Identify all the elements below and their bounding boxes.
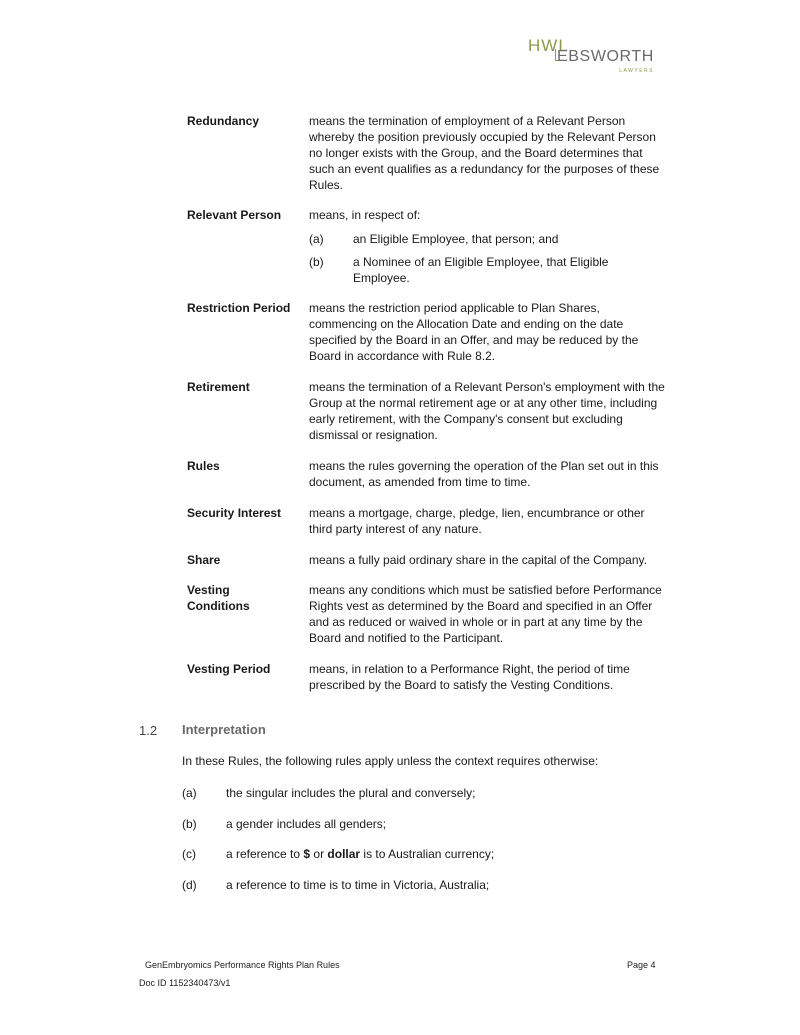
item-label: (b) (182, 817, 197, 831)
item-label: (d) (182, 878, 197, 892)
definition-meaning (309, 207, 669, 285)
definition-meaning: means a fully paid ordinary share in the capital of the Company. (309, 553, 647, 567)
definition-meaning: means the termination of a Relevant Person's employment with the Group at the normal retirement age or at any other time, including early retirement, with the Company's consent but excluding dismissal or resignation. (309, 380, 665, 442)
logo-sub-text: LAWYERS (619, 68, 654, 74)
definition-meaning: means the restriction period applicable to Plan Shares, commencing on the Allocation Date and ending on the date specified by the Board in an Offer, and may be reduced by the Board in accordance with Rule 8.2. (309, 301, 639, 363)
footer-doc-id: Doc ID 1152340473/v1 (139, 978, 231, 988)
definition-meaning: means the termination of employment of a Relevant Person whereby the position previously occupied by the Relevant Person no longer exists with the Group, and the Board determines that such an event qualifies as a redundancy for the purposes of these Rules. (309, 114, 660, 192)
footer-document-title: GenEmbryomics Performance Rights Plan Rules (145, 960, 340, 970)
item-label: (a) (182, 786, 197, 800)
definition-meaning: means any conditions which must be satisfied before Performance Rights vest as determined by the Board and specified in an Offer and as reduced or waived in whole or in part at any time by the Board and notified to the Participant. (309, 583, 662, 645)
definition-meaning: means the rules governing the operation of the Plan set out in this document, as amended from time to time. (309, 459, 659, 489)
logo-main-text: EBSWORTH (557, 48, 654, 65)
definition-term: Redundancy (187, 114, 260, 128)
definition-term: Vesting Conditions (187, 583, 250, 613)
logo-top-text: HWL (528, 36, 569, 55)
item-text-mid: or (310, 847, 328, 861)
subitem-text: a Nominee of an Eligible Employee, that Eligible Employee. (353, 255, 609, 285)
item-text-bold-dollar: dollar (327, 847, 361, 861)
definition-meaning: means, in relation to a Performance Right, the period of time prescribed by the Board to satisfy the Vesting Conditions. (309, 662, 630, 692)
item-text: a reference to time is to time in Victoria, Australia; (226, 878, 490, 892)
item-label: (c) (182, 847, 196, 861)
definition-meaning: means a mortgage, charge, pledge, lien, encumbrance or other third party interest of any nature. (309, 506, 645, 536)
company-logo (528, 36, 658, 78)
definition-term: Relevant Person (187, 208, 282, 222)
section-intro: In these Rules, the following rules apply unless the context requires otherwise: (182, 754, 599, 768)
definition-term: Security Interest (187, 506, 282, 520)
item-text: the singular includes the plural and conversely; (226, 786, 476, 800)
definition-term: Restriction Period (187, 301, 291, 315)
item-text (226, 846, 656, 862)
footer-page-number: Page 4 (627, 960, 656, 970)
subitem-text: an Eligible Employee, that person; and (353, 232, 559, 246)
subitem-label: (a) (309, 232, 324, 246)
section-title: Interpretation (182, 722, 266, 737)
item-text-pre: a reference to (226, 847, 304, 861)
item-text-bold-dollar-sign: $ (303, 847, 311, 861)
item-text-post: is to Australian currency; (360, 847, 495, 861)
subitem-label: (b) (309, 255, 324, 269)
definition-term: Share (187, 553, 221, 567)
section-number: 1.2 (139, 723, 158, 738)
definition-meaning-text: means, in respect of: (309, 208, 421, 222)
definition-term: Rules (187, 459, 220, 473)
item-text: a gender includes all genders; (226, 817, 387, 831)
definition-term: Vesting Period (187, 662, 271, 676)
definition-term: Retirement (187, 380, 250, 394)
